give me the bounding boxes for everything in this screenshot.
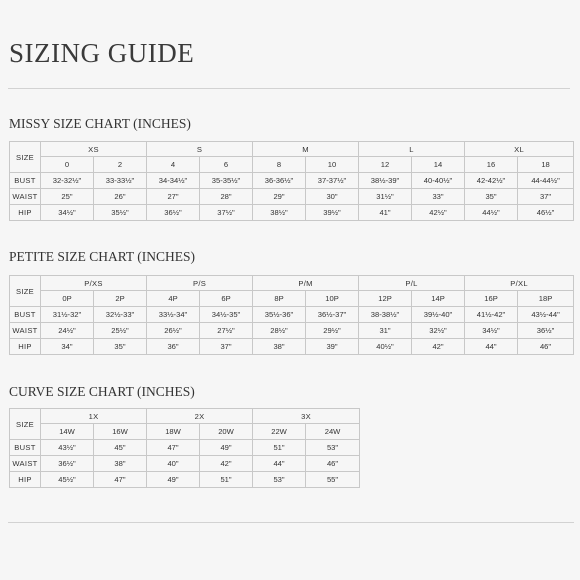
missy-size-table	[9, 141, 574, 221]
measurement-cell: 41"	[359, 205, 412, 221]
measurement-cell: 43½"	[41, 440, 94, 456]
measurement-cell: 28"	[200, 189, 253, 205]
size-column-header: 6	[200, 157, 253, 173]
measurement-cell: 34-34½"	[147, 173, 200, 189]
measurement-cell: 40-40½"	[412, 173, 465, 189]
title-divider	[8, 88, 570, 89]
measurement-cell: 32½"	[412, 323, 465, 339]
measurement-cell: 37-37½"	[306, 173, 359, 189]
size-column-header: 16W	[94, 424, 147, 440]
size-column-header: 10P	[306, 291, 359, 307]
measurement-cell: 32-32½"	[41, 173, 94, 189]
measurement-cell: 33"	[412, 189, 465, 205]
measurement-cell: 46"	[518, 339, 574, 355]
measurement-cell: 39½"	[306, 205, 359, 221]
size-column-header: 12P	[359, 291, 412, 307]
measurement-cell: 44"	[465, 339, 518, 355]
size-column-header: 2P	[94, 291, 147, 307]
size-column-header: 16	[465, 157, 518, 173]
measurement-cell: 45½"	[41, 472, 94, 488]
measurement-cell: 55"	[306, 472, 360, 488]
row-label: HIP	[10, 205, 41, 221]
table-row	[10, 205, 574, 221]
measurement-cell: 34"	[41, 339, 94, 355]
size-column-header: 22W	[253, 424, 306, 440]
measurement-cell: 47"	[147, 440, 200, 456]
row-label: WAIST	[10, 189, 41, 205]
measurement-cell: 42"	[200, 456, 253, 472]
size-group-header: M	[253, 142, 359, 157]
size-group-header: S	[147, 142, 253, 157]
measurement-cell: 44-44½"	[518, 173, 574, 189]
measurement-cell: 29"	[253, 189, 306, 205]
measurement-cell: 38"	[94, 456, 147, 472]
measurement-cell: 36-36½"	[253, 173, 306, 189]
measurement-cell: 46"	[306, 456, 360, 472]
size-group-header: 1X	[41, 409, 147, 424]
size-column-header: 18W	[147, 424, 200, 440]
row-label: BUST	[10, 307, 41, 323]
petite-size-table	[9, 275, 574, 355]
size-header: SIZE	[10, 276, 41, 307]
measurement-cell: 42-42½"	[465, 173, 518, 189]
size-group-header: P/XS	[41, 276, 147, 291]
size-column-header: 18	[518, 157, 574, 173]
measurement-cell: 53"	[306, 440, 360, 456]
row-label: WAIST	[10, 323, 41, 339]
row-label: HIP	[10, 472, 41, 488]
measurement-cell: 26"	[94, 189, 147, 205]
curve-section-title: CURVE SIZE CHART (INCHES)	[9, 384, 195, 399]
size-column-header: 10	[306, 157, 359, 173]
measurement-cell: 38-38½"	[359, 307, 412, 323]
size-group-header: P/XL	[465, 276, 574, 291]
measurement-cell: 33½-34"	[147, 307, 200, 323]
table-row	[10, 307, 574, 323]
table-row	[10, 339, 574, 355]
measurement-cell: 44½"	[465, 205, 518, 221]
measurement-cell: 24½"	[41, 323, 94, 339]
measurement-cell: 47"	[94, 472, 147, 488]
curve-size-table	[9, 408, 360, 488]
table-row	[10, 189, 574, 205]
measurement-cell: 35½-36"	[253, 307, 306, 323]
measurement-cell: 36½"	[147, 205, 200, 221]
measurement-cell: 51"	[253, 440, 306, 456]
measurement-cell: 31"	[359, 323, 412, 339]
size-column-header: 24W	[306, 424, 360, 440]
footer-divider	[8, 522, 574, 523]
size-group-header: P/S	[147, 276, 253, 291]
page-title: SIZING GUIDE	[9, 38, 195, 68]
measurement-cell: 37"	[200, 339, 253, 355]
row-label: WAIST	[10, 456, 41, 472]
size-group-header: 3X	[253, 409, 360, 424]
table-row	[10, 173, 574, 189]
measurement-cell: 36½"	[518, 323, 574, 339]
measurement-cell: 35"	[94, 339, 147, 355]
size-column-header: 14W	[41, 424, 94, 440]
measurement-cell: 40½"	[359, 339, 412, 355]
size-column-header: 6P	[200, 291, 253, 307]
size-column-header: 2	[94, 157, 147, 173]
measurement-cell: 29½"	[306, 323, 359, 339]
table-row	[10, 323, 574, 339]
measurement-cell: 37½"	[200, 205, 253, 221]
measurement-cell: 36½"	[41, 456, 94, 472]
measurement-cell: 34½-35"	[200, 307, 253, 323]
size-column-header: 16P	[465, 291, 518, 307]
size-column-header: 12	[359, 157, 412, 173]
measurement-cell: 28½"	[253, 323, 306, 339]
measurement-cell: 38"	[253, 339, 306, 355]
size-group-header: L	[359, 142, 465, 157]
size-column-header: 14P	[412, 291, 465, 307]
measurement-cell: 35-35½"	[200, 173, 253, 189]
measurement-cell: 30"	[306, 189, 359, 205]
measurement-cell: 49"	[147, 472, 200, 488]
measurement-cell: 27"	[147, 189, 200, 205]
measurement-cell: 35"	[465, 189, 518, 205]
size-header: SIZE	[10, 142, 41, 173]
table-row	[10, 472, 360, 488]
size-column-header: 20W	[200, 424, 253, 440]
measurement-cell: 31½-32"	[41, 307, 94, 323]
measurement-cell: 51"	[200, 472, 253, 488]
size-column-header: 8P	[253, 291, 306, 307]
measurement-cell: 33-33½"	[94, 173, 147, 189]
size-column-header: 4P	[147, 291, 200, 307]
measurement-cell: 41½-42"	[465, 307, 518, 323]
measurement-cell: 34½"	[465, 323, 518, 339]
measurement-cell: 36"	[147, 339, 200, 355]
measurement-cell: 38½"	[253, 205, 306, 221]
table-row	[10, 456, 360, 472]
measurement-cell: 53"	[253, 472, 306, 488]
measurement-cell: 39"	[306, 339, 359, 355]
measurement-cell: 45"	[94, 440, 147, 456]
size-column-header: 14	[412, 157, 465, 173]
size-column-header: 0	[41, 157, 94, 173]
measurement-cell: 26½"	[147, 323, 200, 339]
size-column-header: 4	[147, 157, 200, 173]
size-group-header: 2X	[147, 409, 253, 424]
row-label: BUST	[10, 173, 41, 189]
measurement-cell: 38½-39"	[359, 173, 412, 189]
petite-section-title: PETITE SIZE CHART (INCHES)	[9, 249, 196, 264]
table-row	[10, 440, 360, 456]
measurement-cell: 43½-44"	[518, 307, 574, 323]
measurement-cell: 31½"	[359, 189, 412, 205]
row-label: BUST	[10, 440, 41, 456]
size-group-header: XL	[465, 142, 574, 157]
size-column-header: 18P	[518, 291, 574, 307]
measurement-cell: 36½-37"	[306, 307, 359, 323]
measurement-cell: 42"	[412, 339, 465, 355]
measurement-cell: 39½-40"	[412, 307, 465, 323]
measurement-cell: 25½"	[94, 323, 147, 339]
size-group-header: P/L	[359, 276, 465, 291]
row-label: HIP	[10, 339, 41, 355]
measurement-cell: 32½-33"	[94, 307, 147, 323]
measurement-cell: 44"	[253, 456, 306, 472]
measurement-cell: 42½"	[412, 205, 465, 221]
measurement-cell: 27½"	[200, 323, 253, 339]
measurement-cell: 49"	[200, 440, 253, 456]
size-column-header: 8	[253, 157, 306, 173]
measurement-cell: 46½"	[518, 205, 574, 221]
size-column-header: 0P	[41, 291, 94, 307]
measurement-cell: 25"	[41, 189, 94, 205]
missy-section-title: MISSY SIZE CHART (INCHES)	[9, 116, 191, 131]
measurement-cell: 35½"	[94, 205, 147, 221]
measurement-cell: 34½"	[41, 205, 94, 221]
size-group-header: XS	[41, 142, 147, 157]
measurement-cell: 37"	[518, 189, 574, 205]
size-group-header: P/M	[253, 276, 359, 291]
size-header: SIZE	[10, 409, 41, 440]
measurement-cell: 40"	[147, 456, 200, 472]
